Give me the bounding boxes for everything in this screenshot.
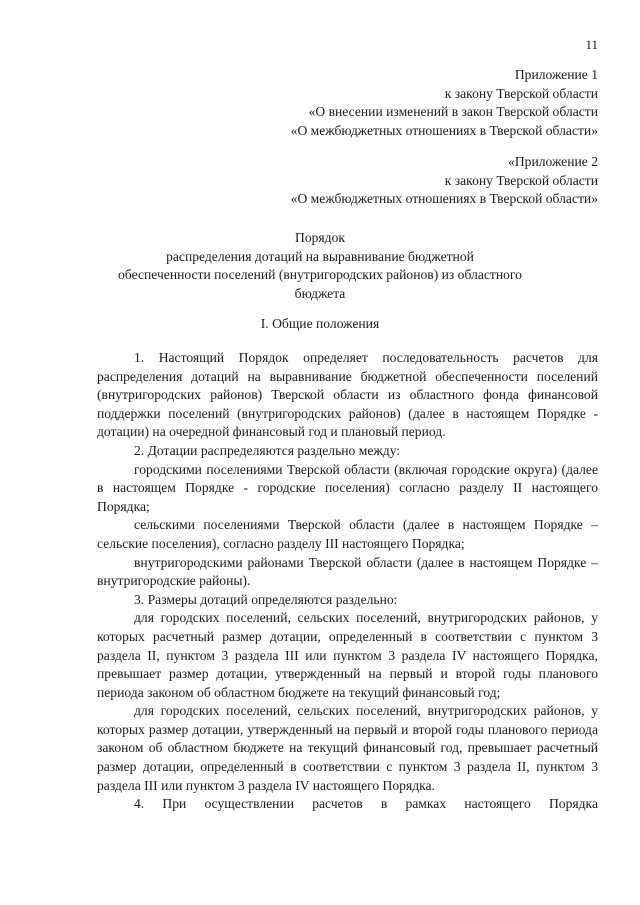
paragraph: 3. Размеры дотаций определяются раздельно:: [134, 591, 398, 607]
document-body: [97, 349, 598, 814]
appendix-1-header: [291, 66, 598, 140]
appendix-2-header: [291, 153, 598, 209]
paragraph: для городских поселений, сельских поселений, внутригородских районов, у которых размер дотации, утвержденный на первый и второй годы планового периода законом об областном бюджете на текущий финансовый год, превышает расчетный размер дотации, определенный в соответствии с пунктом 3 раздела II, пунктом 3 раздела III или пунктом 3 раздела IV настоящего Порядка.: [97, 703, 598, 793]
appendix-1-line: Приложение 1: [514, 67, 598, 82]
appendix-1-line: к закону Тверской области: [444, 85, 598, 101]
paragraph: 4. При осуществлении расчетов в рамках настоящего Порядка: [134, 796, 598, 812]
appendix-2-line: к закону Тверской области: [444, 172, 598, 188]
appendix-1-line: «О межбюджетных отношениях в Тверской области»: [290, 122, 598, 138]
paragraph: 1. Настоящий Порядок определяет последовательность расчетов для распределения дотаций на выравнивание бюджетной обеспеченности поселений (внутригородских районов) Тверской области из областного фонда финансовой поддержки поселений (внутригородских районов) (далее в настоящем Порядке - дотации) на очередной финансовый год и плановый период.: [97, 350, 598, 440]
paragraph: внутригородскими районами Тверской области (далее в настоящем Порядке – внутригородские районы).: [97, 554, 598, 589]
title-line: обеспеченности поселений (внутригородских районов) из областного: [118, 267, 522, 283]
paragraph: городскими поселениями Тверской области (включая городские округа) (далее в настоящем Порядке - городские поселения) согласно разделу II настоящего Порядка;: [97, 461, 598, 514]
document-title: [90, 229, 550, 303]
appendix-2-line: «Приложение 2: [508, 154, 598, 169]
title-line: Порядок: [295, 230, 345, 245]
paragraph: сельскими поселениями Тверской области (далее в настоящем Порядке – сельские поселения), согласно разделу III настоящего Порядка;: [97, 517, 598, 551]
page-number: 11: [585, 37, 598, 52]
section-heading: I. Общие положения: [260, 316, 380, 331]
appendix-2-line: «О межбюджетных отношениях в Тверской области»: [290, 191, 598, 207]
paragraph: 2. Дотации распределяются раздельно между:: [134, 442, 401, 458]
appendix-1-line: «О внесении изменений в закон Тверской области: [308, 104, 598, 120]
paragraph: для городских поселений, сельских поселений, внутригородских районов, у которых расчетный размер дотации, определенный в соответствии с пунктом 3 раздела II, пунктом 3 раздела III или пунктом 3 раздела IV настоящего Порядка, превышает размер дотации, утвержденный на первый и второй годы планового периода законом об областном бюджете на текущий финансовый год;: [97, 610, 598, 700]
title-line: бюджета: [294, 285, 346, 301]
title-line: распределения дотаций на выравнивание бюджетной: [166, 248, 474, 264]
